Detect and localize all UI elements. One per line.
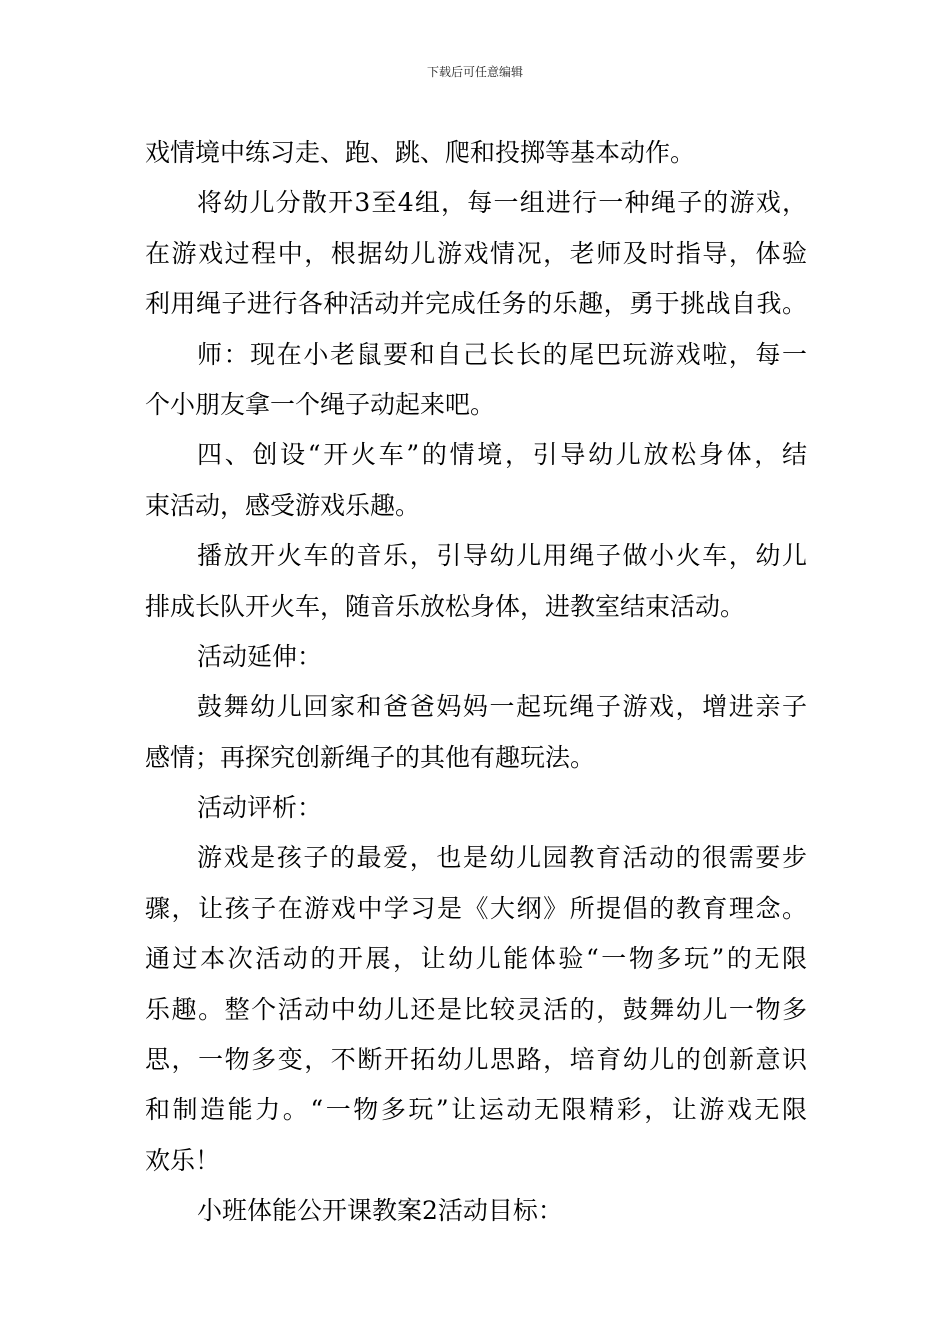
text-line: 小班体能公开课教案2活动目标： — [197, 1196, 563, 1226]
text-line: 排成长队开火车，随音乐放松身体，进教室结束活动。 — [145, 591, 746, 621]
text-line: 感情；再探究创新绳子的其他有趣玩法。 — [145, 742, 596, 772]
text-line: 通过本次活动的开展，让幼儿能体验“一物多玩”的无限 — [145, 944, 807, 974]
document-body — [145, 128, 807, 1237]
text-line: 思，一物多变，不断开拓幼儿思路，培育幼儿的创新意识 — [145, 1045, 807, 1075]
text-line: 束活动，感受游戏乐趣。 — [145, 490, 421, 520]
text-line: 个小朋友拿一个绳子动起来吧。 — [145, 389, 496, 419]
text-line: 将幼儿分散开3至4组，每一组进行一种绳子的游戏， — [197, 188, 807, 218]
text-line: 活动评析： — [197, 793, 323, 823]
text-line: 和制造能力。“一物多玩”让运动无限精彩，让游戏无限 — [145, 1095, 807, 1125]
text-line: 四、创设“开火车”的情境，引导幼儿放松身体，结 — [197, 440, 807, 470]
text-line: 乐趣。整个活动中幼儿还是比较灵活的，鼓舞幼儿一物多 — [145, 994, 807, 1024]
text-line: 游戏是孩子的最爱，也是幼儿园教育活动的很需要步 — [197, 843, 807, 873]
text-line: 活动延伸： — [197, 641, 323, 671]
text-line: 利用绳子进行各种活动并完成任务的乐趣，勇于挑战自我。 — [145, 289, 807, 319]
text-line: 骤，让孩子在游戏中学习是《大纲》所提倡的教育理念。 — [145, 893, 807, 923]
page-header: 下载后可任意编辑 — [426, 65, 523, 79]
text-line: 鼓舞幼儿回家和爸爸妈妈一起玩绳子游戏，增进亲子 — [197, 692, 807, 722]
text-line: 师：现在小老鼠要和自己长长的尾巴玩游戏啦，每一 — [197, 339, 807, 369]
text-line: 戏情境中练习走、跑、跳、爬和投掷等基本动作。 — [145, 138, 696, 167]
text-line: 欢乐！ — [145, 1145, 221, 1175]
text-line: 播放开火车的音乐，引导幼儿用绳子做小火车，幼儿 — [197, 541, 807, 571]
text-line: 在游戏过程中，根据幼儿游戏情况，老师及时指导，体验 — [145, 238, 807, 268]
